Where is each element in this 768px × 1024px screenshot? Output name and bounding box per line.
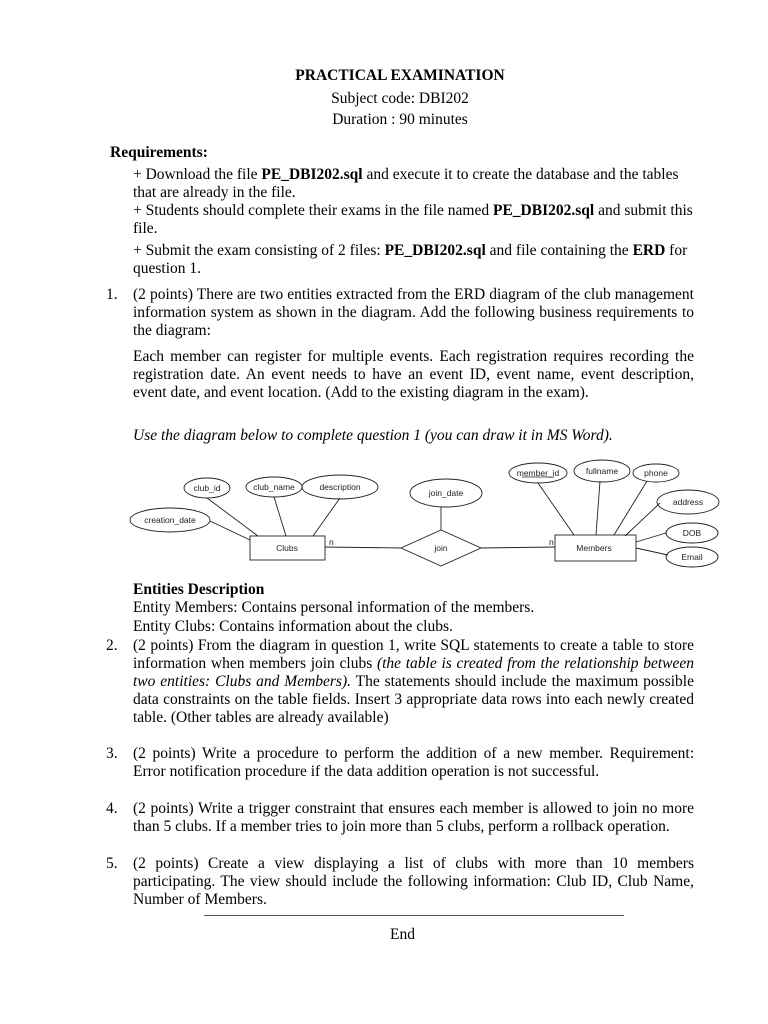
erd-line: [207, 498, 258, 536]
erd-label-club-id: club_id: [193, 483, 221, 493]
erd-line: [614, 481, 647, 535]
entity-members-desc: Entity Members: Contains personal information of the members.: [133, 599, 535, 616]
erd-label-member-id: member_id: [516, 468, 560, 478]
q1-instruction: Use the diagram below to complete question 1 (you can draw it in MS Word).: [133, 427, 613, 444]
erd-line: [313, 498, 340, 536]
q1-number: 1.: [106, 286, 118, 303]
erd-label-join: join: [434, 543, 448, 553]
q3-number: 3.: [106, 745, 118, 762]
q2-number: 2.: [106, 637, 118, 654]
erd-label-address: address: [672, 497, 704, 507]
erd-line: [636, 533, 666, 542]
erd-label-clubs: Clubs: [276, 543, 298, 553]
erd-label-fullname: fullname: [585, 466, 619, 476]
erd-diagram: [128, 456, 720, 580]
requirement-1: + Download the file PE_DBI202.sql and execute it to create the database and the tables that are already in the file.: [133, 166, 679, 201]
erd-label-dob: DOB: [682, 528, 702, 538]
subject-code: Subject code: DBI202: [331, 90, 469, 107]
erd-cardinality-left: n: [329, 537, 334, 547]
erd-label-join-date: join_date: [428, 488, 464, 498]
requirements-heading: Requirements:: [110, 144, 208, 161]
q4-number: 4.: [106, 800, 118, 817]
duration: Duration : 90 minutes: [332, 111, 468, 128]
end-label: End: [390, 926, 415, 943]
entity-clubs-desc: Entity Clubs: Contains information about the clubs.: [133, 618, 453, 635]
erd-line: [596, 481, 600, 535]
erd-label-members: Members: [576, 543, 612, 553]
erd-label-creation-date: creation_date: [144, 515, 196, 525]
q2-text: (2 points) From the diagram in question 1, write SQL statements to create a table to store information when members join clubs (the table is created from the relationship between two entities: Clubs and Members). The statements should include the maximum possible data constraints on the table fields. Insert 3 appropriate data rows into each newly created table. (Other tables are already available): [133, 637, 694, 726]
q3-text: (2 points) Write a procedure to perform the addition of a new member. Requirement: Error notification procedure if the data addition operation is not successful.: [133, 745, 694, 780]
q4-text: (2 points) Write a trigger constraint that ensures each member is allowed to join no more than 5 clubs. If a member tries to join more than 5 clubs, perform a rollback operation.: [133, 800, 694, 835]
erd-line: [210, 521, 250, 540]
requirement-3: + Submit the exam consisting of 2 files: PE_DBI202.sql and file containing the ERD for question 1.: [133, 242, 688, 277]
erd-line: [636, 548, 668, 555]
erd-label-email: Email: [681, 552, 703, 562]
exam-title: PRACTICAL EXAMINATION: [295, 67, 505, 84]
erd-label-phone: phone: [644, 468, 668, 478]
requirement-2: + Students should complete their exams in the file named PE_DBI202.sql and submit this file.: [133, 202, 693, 237]
erd-line: [274, 497, 286, 536]
erd-label-club-name: club_name: [253, 482, 295, 492]
q1-text: (2 points) There are two entities extracted from the ERD diagram of the club management information system as shown in the diagram. Add the following business requirements to the diagram:: [133, 286, 694, 339]
q5-number: 5.: [106, 855, 118, 872]
erd-label-description: description: [319, 482, 361, 492]
q1-detail: Each member can register for multiple events. Each registration requires recording the registration date. An event needs to have an event ID, event name, event description, event date, and event location. (Add to the existing diagram in the exam).: [133, 348, 694, 401]
erd-line: [325, 547, 401, 548]
erd-line: [538, 483, 574, 535]
entities-heading: Entities Description: [133, 581, 265, 598]
erd-cardinality-right: n: [549, 537, 554, 547]
erd-line: [481, 547, 555, 548]
end-divider: [204, 915, 624, 916]
q5-text: (2 points) Create a view displaying a list of clubs with more than 10 members participating. The view should include the following information: Club ID, Club Name, Number of Members.: [133, 855, 694, 908]
